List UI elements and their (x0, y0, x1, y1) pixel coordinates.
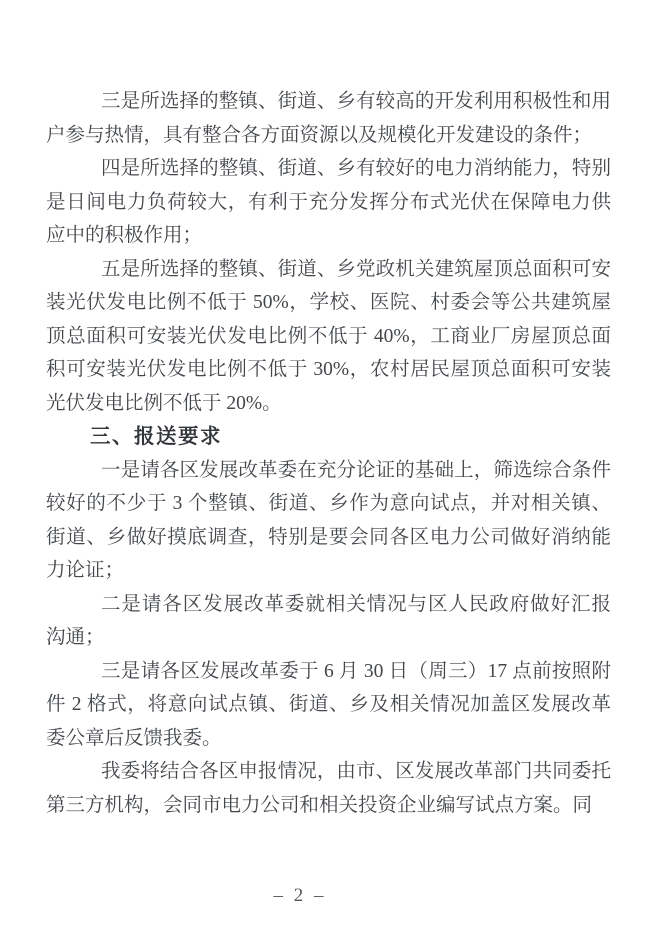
text-line: 力论证； (46, 560, 125, 581)
text-line: 件 2 格式，将意向试点镇、街道、乡及相关情况加盖区发展改革 (46, 694, 611, 715)
text-line: 光伏发电比例不低于 20%。 (46, 392, 282, 414)
paragraph (46, 588, 611, 655)
paragraph (46, 454, 611, 588)
section-heading (46, 420, 611, 454)
text-line: 街道、乡做好摸底调查，特别是要会同各区电力公司做好消纳能 (46, 526, 611, 548)
page-footer (0, 885, 600, 907)
paragraph (46, 655, 611, 756)
text-line: 三是请各区发展改革委于 6 月 30 日（周三）17 点前按照附 (101, 660, 611, 682)
document-body (46, 85, 611, 822)
text-line: 是日间电力负荷较大，有利于充分发挥分布式光伏在保障电力供 (46, 191, 611, 213)
text-line: 一是请各区发展改革委在充分论证的基础上，筛选综合条件 (101, 459, 611, 481)
text-line: 装光伏发电比例不低于 50%，学校、医院、村委会等公共建筑屋 (46, 292, 611, 313)
text-line: 四是所选择的整镇、街道、乡有较好的电力消纳能力，特别 (101, 158, 611, 179)
paragraph (46, 755, 611, 822)
text-line: 二是请各区发展改革委就相关情况与区人民政府做好汇报 (101, 593, 611, 615)
text-line: 五是所选择的整镇、街道、乡党政机关建筑屋顶总面积可安 (101, 258, 611, 280)
page-number: – 2 – (273, 885, 327, 906)
paragraph (46, 85, 611, 152)
text-line: 三、报送要求 (90, 425, 222, 448)
paragraph (46, 152, 611, 253)
text-line: 顶总面积可安装光伏发电比例不低于 40%，工商业厂房屋顶总面 (46, 325, 611, 347)
text-line: 第三方机构，会同市电力公司和相关投资企业编写试点方案。同 (46, 794, 593, 816)
paragraph (46, 253, 611, 421)
text-line: 委公章后反馈我委。 (46, 727, 222, 749)
text-line: 三是所选择的整镇、街道、乡有较高的开发利用积极性和用 (101, 91, 611, 112)
text-line: 户参与热情，具有整合各方面资源以及规模化开发建设的条件； (46, 124, 593, 146)
text-line: 沟通； (46, 627, 105, 648)
text-line: 我委将结合各区申报情况，由市、区发展改革部门共同委托 (101, 761, 611, 782)
text-line: 应中的积极作用； (46, 225, 203, 246)
text-line: 较好的不少于 3 个整镇、街道、乡作为意向试点，并对相关镇、 (46, 493, 611, 514)
text-line: 积可安装光伏发电比例不低于 30%，农村居民屋顶总面积可安装 (46, 359, 611, 380)
